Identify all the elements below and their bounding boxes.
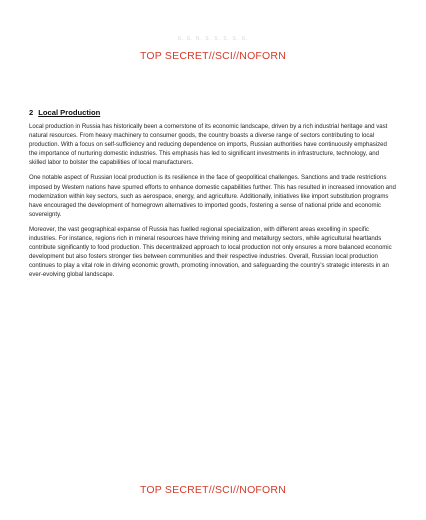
section-title: Local Production bbox=[38, 108, 101, 117]
faint-header-text: S. S. N. S. S. S. S. S. bbox=[177, 36, 249, 42]
document-body bbox=[29, 108, 397, 286]
paragraph: Moreover, the vast geographical expanse of Russia has fuelled regional specialization, with different areas excelling in specific industries. For instance, regions rich in mineral resources have thriving mining and metallurgy sectors, while agricultural heartlands contribute significantly to food production. This decentralized approach to local production not only ensures a more balanced economic development but also fosters stronger ties between communities and their respective industries. Overall, Russian local production continues to play a vital role in driving economic growth, promoting innovation, and safeguarding the country's strategic interests in an ever-evolving global landscape. bbox=[29, 225, 392, 279]
section-number: 2 bbox=[29, 108, 34, 117]
paragraph: Local production in Russia has historically been a cornerstone of its economic landscape, driven by a rich industrial heritage and vast natural resources. From heavy machinery to consumer goods, the country boasts a diverse range of sectors contributing to local production. With a focus on self-sufficiency and reducing dependence on imports, Russian authorities have continuously emphasized the importance of nurturing domestic industries. This emphasis has led to significant investments in infrastructure, technology, and skilled labor to bolster the capabilities of local manufacturers. bbox=[29, 123, 388, 167]
section-heading bbox=[29, 108, 397, 117]
classification-banner-top: TOP SECRET//SCI//NOFORN bbox=[140, 50, 286, 62]
paragraph: One notable aspect of Russian local production is its resilience in the face of geopolitical challenges. Sanctions and trade restrictions imposed by Western nations have spurred efforts to enhance domestic capabilities further. This has resulted in increased innovation and modernization within key sectors, such as aerospace, energy, and agriculture. Additionally, initiatives like import substitution programs have encouraged the development of homegrown alternatives to imported goods, fostering a sense of national pride and economic sovereignty. bbox=[29, 174, 396, 218]
classification-banner-bottom: TOP SECRET//SCI//NOFORN bbox=[140, 484, 286, 496]
